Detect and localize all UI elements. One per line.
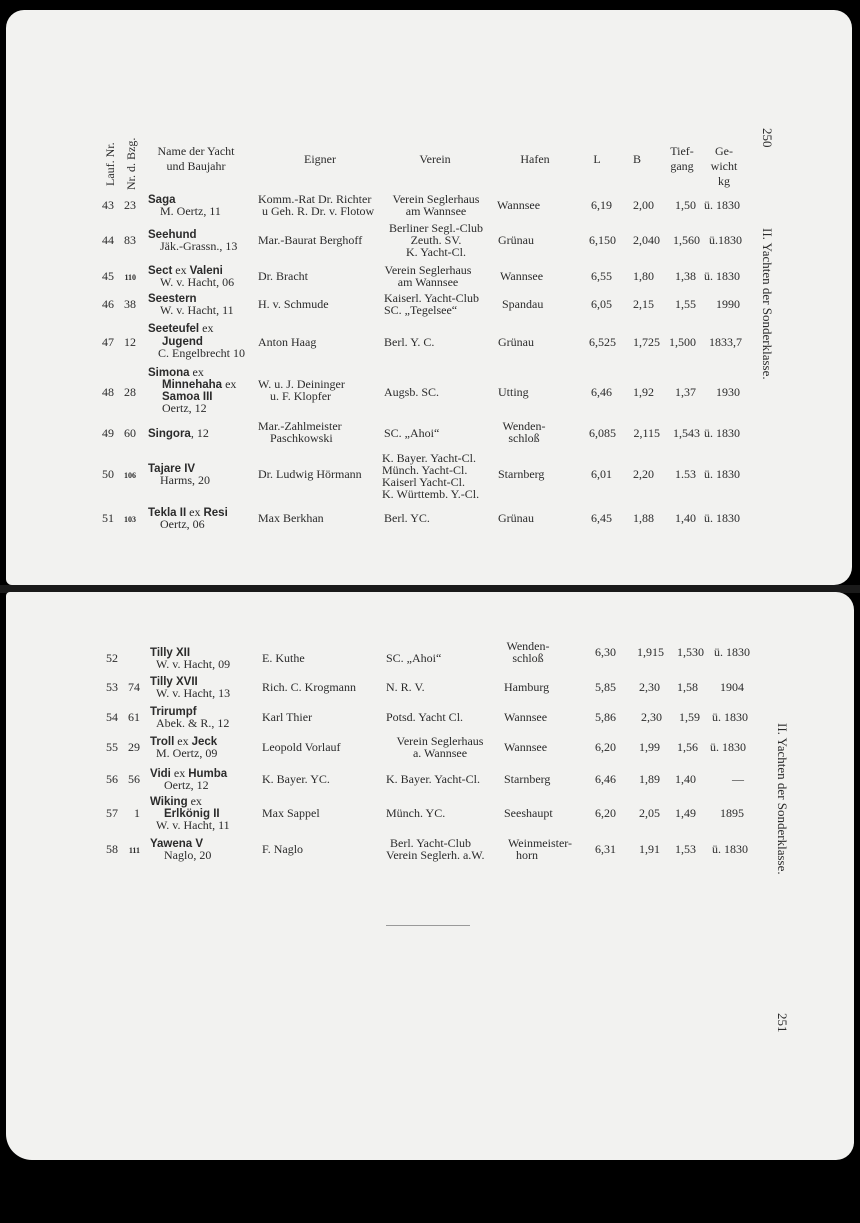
cell-builder: M. Oertz, 09 — [156, 746, 218, 760]
cell-gewicht: 1990 — [716, 297, 740, 311]
cell-nr: 103 — [124, 515, 136, 524]
cell-lauf: 50 — [102, 467, 114, 481]
cell-hafen: Wenden- schloß — [502, 419, 546, 445]
cell-tiefgang: 1,37 — [675, 385, 696, 399]
header-lauf-nr: Lauf. Nr. — [103, 142, 117, 186]
cell-l: 6,150 — [589, 233, 616, 247]
cell-hafen: Wenden- schloß — [506, 639, 550, 665]
cell-b: 2,040 — [633, 233, 660, 247]
cell-lauf: 44 — [102, 233, 114, 247]
cell-name: Seeteufel ex — [148, 321, 214, 335]
cell-verein: Verein Seglerhaus a. Wannsee — [396, 734, 484, 760]
cell-verein: Potsd. Yacht Cl. — [386, 710, 464, 724]
cell-builder: M. Oertz, 11 — [160, 204, 221, 218]
cell-hafen: Wannsee — [504, 740, 548, 754]
cell-builder: Abek. & R., 12 — [156, 716, 230, 730]
cell-hafen: Utting — [498, 385, 529, 399]
top-page-content — [0, 0, 860, 585]
header-b: B — [632, 152, 641, 166]
cell-gewicht: 1833,7 — [709, 335, 742, 349]
cell-nr: 1 — [134, 806, 140, 820]
cell-l: 6,46 — [591, 385, 612, 399]
cell-name: Seehund — [148, 229, 197, 241]
header-verein: Verein — [419, 152, 451, 166]
cell-tiefgang: 1,53 — [675, 842, 696, 856]
cell-tiefgang: 1,55 — [675, 297, 696, 311]
cell-verein: Kaiserl. Yacht-Club SC. „Tegelsee“ — [384, 291, 479, 317]
bottom-page-content — [0, 593, 860, 1193]
cell-l: 6,01 — [591, 467, 612, 481]
cell-l: 6,31 — [595, 842, 616, 856]
cell-nr: 110 — [124, 273, 136, 282]
cell-nr: 12 — [124, 335, 136, 349]
cell-b: 1,91 — [639, 842, 660, 856]
cell-l: 5,86 — [595, 710, 616, 724]
cell-hafen: Wannsee — [500, 269, 544, 283]
cell-eigner: E. Kuthe — [262, 651, 305, 665]
cell-verein: SC. „Ahoi“ — [386, 651, 442, 665]
cell-name: Seestern — [148, 293, 197, 305]
cell-b: 2,15 — [633, 297, 654, 311]
cell-builder: W. v. Hacht, 11 — [156, 818, 230, 832]
cell-verein: Verein Seglerhaus am Wannsee — [392, 192, 480, 218]
cell-b: 2,00 — [633, 198, 654, 212]
cell-tiefgang: 1.53 — [675, 467, 696, 481]
page-number-250: 250 — [760, 128, 775, 148]
cell-l: 6,20 — [595, 740, 616, 754]
cell-gewicht: 1895 — [720, 806, 744, 820]
cell-tiefgang: 1,38 — [675, 269, 696, 283]
cell-b: 1,89 — [639, 772, 660, 786]
cell-gewicht: ü. 1830 — [704, 269, 740, 283]
cell-verein: Berl. YC. — [384, 511, 430, 525]
cell-b: 2,20 — [633, 467, 654, 481]
cell-nr: 28 — [124, 385, 136, 399]
cell-name: Yawena V — [150, 838, 204, 850]
cell-gewicht: ü. 1830 — [714, 645, 750, 659]
cell-hafen: Hamburg — [504, 680, 550, 694]
cell-builder: Oertz, 12 — [164, 778, 209, 792]
cell-gewicht: 1930 — [716, 385, 740, 399]
cell-lauf: 49 — [102, 426, 114, 440]
cell-verein: Berl. Y. C. — [384, 335, 435, 349]
cell-nr: 38 — [124, 297, 136, 311]
cell-name: Tajare IV — [148, 463, 196, 475]
cell-verein: Berl. Yacht-Club Verein Seglerh. a.W. — [386, 836, 485, 862]
cell-b: 2,05 — [639, 806, 660, 820]
cell-l: 6,46 — [595, 772, 616, 786]
cell-lauf: 56 — [106, 772, 118, 786]
cell-tiefgang: 1,59 — [679, 710, 700, 724]
header-hafen: Hafen — [520, 152, 550, 166]
cell-name: Singora, 12 — [148, 426, 209, 440]
cell-name: Tilly XII — [150, 647, 191, 659]
cell-tiefgang: 1,49 — [675, 806, 696, 820]
cell-builder: Harms, 20 — [160, 473, 210, 487]
page-number-251: 251 — [775, 1013, 790, 1033]
cell-nr: 106 — [124, 471, 136, 480]
cell-l: 6,05 — [591, 297, 612, 311]
cell-lauf: 47 — [102, 335, 114, 349]
cell-builder: Oertz, 06 — [160, 517, 205, 531]
cell-nr: 83 — [124, 233, 136, 247]
cell-lauf: 46 — [102, 297, 114, 311]
cell-eigner: Max Berkhan — [258, 511, 324, 525]
cell-eigner: Dr. Ludwig Hörmann — [258, 467, 362, 481]
cell-eigner: Max Sappel — [262, 806, 320, 820]
cell-name: Wiking ex — [150, 794, 202, 808]
header-tiefgang: Tief- gang — [670, 144, 694, 173]
cell-eigner: Rich. C. Krogmann — [262, 680, 356, 694]
cell-name: Trirumpf — [150, 706, 197, 718]
cell-name: Tilly XVII — [150, 676, 198, 688]
cell-hafen: Grünau — [498, 511, 534, 525]
cell-eigner: K. Bayer. YC. — [262, 772, 330, 786]
cell-nr: 29 — [128, 740, 140, 754]
cell-l: 5,85 — [595, 680, 616, 694]
header-nr-bzg: Nr. d. Bzg. — [124, 137, 138, 190]
cell-name-alt: Erlkönig II — [164, 808, 220, 820]
cell-nr: 60 — [124, 426, 136, 440]
cell-tiefgang: 1,50 — [675, 198, 696, 212]
cell-builder: W. v. Hacht, 06 — [160, 275, 235, 289]
cell-hafen: Wannsee — [497, 198, 541, 212]
cell-builder: Jäk.-Grassn., 13 — [160, 239, 238, 253]
cell-builder: C. Engelbrecht 10 — [158, 346, 245, 360]
cell-hafen: Wannsee — [504, 710, 548, 724]
cell-eigner: Karl Thier — [262, 710, 313, 724]
cell-hafen: Grünau — [498, 233, 534, 247]
cell-tiefgang: 1,58 — [677, 680, 698, 694]
cell-hafen: Spandau — [502, 297, 544, 311]
cell-gewicht: ü. 1830 — [704, 467, 740, 481]
cell-lauf: 52 — [106, 651, 118, 665]
cell-b: 2,30 — [639, 680, 660, 694]
cell-b: 1,915 — [637, 645, 664, 659]
cell-eigner: W. u. J. Deininger u. F. Klopfer — [258, 377, 345, 403]
cell-gewicht: ü. 1830 — [710, 740, 746, 754]
cell-gewicht: — — [732, 772, 744, 786]
cell-l: 6,20 — [595, 806, 616, 820]
cell-lauf: 55 — [106, 740, 118, 754]
cell-verein: Berliner Segl.-Club Zeuth. SV. K. Yacht-Cl. — [389, 221, 483, 259]
cell-name: Vidi ex Humba — [150, 766, 228, 780]
cell-lauf: 48 — [102, 385, 114, 399]
cell-gewicht: ü. 1830 — [712, 842, 748, 856]
cell-eigner: Mar.-Zahlmeister Paschkowski — [258, 419, 342, 445]
cell-lauf: 51 — [102, 511, 114, 525]
cell-name: Saga — [148, 194, 176, 206]
cell-gewicht: ü.1830 — [709, 233, 742, 247]
cell-l: 6,30 — [595, 645, 616, 659]
cell-hafen: Starnberg — [498, 467, 545, 481]
cell-builder: W. v. Hacht, 11 — [160, 303, 234, 317]
cell-name: Tekla II ex Resi — [148, 505, 228, 519]
cell-name-alt: Minnehaha ex — [162, 377, 237, 391]
cell-tiefgang: 1,560 — [673, 233, 700, 247]
cell-builder: W. v. Hacht, 09 — [156, 657, 231, 671]
cell-gewicht: 1904 — [720, 680, 744, 694]
cell-gewicht: ü. 1830 — [704, 511, 740, 525]
header-gewicht: Ge- wicht kg — [710, 144, 738, 188]
cell-verein: N. R. V. — [386, 680, 425, 694]
cell-lauf: 45 — [102, 269, 114, 283]
cell-tiefgang: 1,56 — [677, 740, 698, 754]
cell-verein: SC. „Ahoi“ — [384, 426, 440, 440]
header-name: Name der Yacht und Baujahr — [157, 144, 235, 173]
cell-lauf: 54 — [106, 710, 118, 724]
cell-hafen: Starnberg — [504, 772, 551, 786]
cell-hafen: Weinmeister- horn — [507, 836, 573, 862]
cell-name: Simona ex — [148, 365, 204, 379]
cell-name-alt2: Samoa III — [162, 391, 213, 403]
cell-nr: 74 — [128, 680, 140, 694]
cell-eigner: Komm.-Rat Dr. Richter u Geh. R. Dr. v. Flotow — [258, 192, 375, 218]
cell-name: Sect ex Valeni — [148, 263, 223, 277]
header-l: L — [593, 152, 601, 166]
header-eigner: Eigner — [304, 152, 336, 166]
cell-b: 1,80 — [633, 269, 654, 283]
cell-tiefgang: 1,40 — [675, 511, 696, 525]
cell-gewicht: ü. 1830 — [712, 710, 748, 724]
cell-tiefgang: 1,40 — [675, 772, 696, 786]
cell-lauf: 53 — [106, 680, 118, 694]
cell-tiefgang: 1,543 — [673, 426, 700, 440]
cell-hafen: Grünau — [498, 335, 534, 349]
cell-lauf: 57 — [106, 806, 118, 820]
cell-gewicht: ü. 1830 — [704, 198, 740, 212]
cell-l: 6,45 — [591, 511, 612, 525]
cell-eigner: F. Naglo — [262, 842, 304, 856]
cell-verein: K. Bayer. Yacht-Cl. — [386, 772, 480, 786]
cell-builder: Oertz, 12 — [162, 401, 207, 415]
cell-name-alt: Jugend — [162, 336, 203, 348]
cell-nr: 56 — [128, 772, 140, 786]
cell-nr: 111 — [128, 846, 140, 855]
running-title-top: II. Yachten der Sonderklasse. — [760, 228, 775, 380]
running-title-bottom: II. Yachten der Sonderklasse. — [775, 723, 790, 875]
end-rule — [386, 925, 470, 926]
cell-verein: Augsb. SC. — [384, 385, 440, 399]
cell-eigner: Mar.-Baurat Berghoff — [258, 233, 363, 247]
cell-verein: Verein Seglerhaus am Wannsee — [384, 263, 472, 289]
cell-b: 2,115 — [633, 426, 660, 440]
cell-eigner: Leopold Vorlauf — [262, 740, 341, 754]
cell-verein: K. Bayer. Yacht-Cl. Münch. Yacht-Cl. Kaiserl Yacht-Cl. K. Württemb. Y.-Cl. — [382, 451, 480, 501]
cell-l: 6,19 — [591, 198, 612, 212]
cell-nr: 61 — [128, 710, 140, 724]
cell-verein: Münch. YC. — [386, 806, 446, 820]
cell-eigner: H. v. Schmude — [258, 297, 329, 311]
cell-builder: Naglo, 20 — [164, 848, 212, 862]
cell-nr: 23 — [124, 198, 136, 212]
cell-lauf: 43 — [102, 198, 114, 212]
cell-b: 1,725 — [633, 335, 660, 349]
cell-tiefgang: 1,530 — [677, 645, 704, 659]
cell-b: 2,30 — [641, 710, 662, 724]
cell-l: 6,525 — [589, 335, 616, 349]
cell-l: 6,085 — [589, 426, 616, 440]
cell-lauf: 58 — [106, 842, 118, 856]
cell-tiefgang: 1,500 — [669, 335, 696, 349]
cell-builder: W. v. Hacht, 13 — [156, 686, 231, 700]
cell-b: 1,92 — [633, 385, 654, 399]
cell-hafen: Seeshaupt — [504, 806, 553, 820]
cell-gewicht: ü. 1830 — [704, 426, 740, 440]
cell-name: Troll ex Jeck — [150, 734, 218, 748]
cell-l: 6,55 — [591, 269, 612, 283]
cell-b: 1,88 — [633, 511, 654, 525]
cell-eigner: Dr. Bracht — [258, 269, 308, 283]
cell-b: 1,99 — [639, 740, 660, 754]
cell-eigner: Anton Haag — [258, 335, 317, 349]
